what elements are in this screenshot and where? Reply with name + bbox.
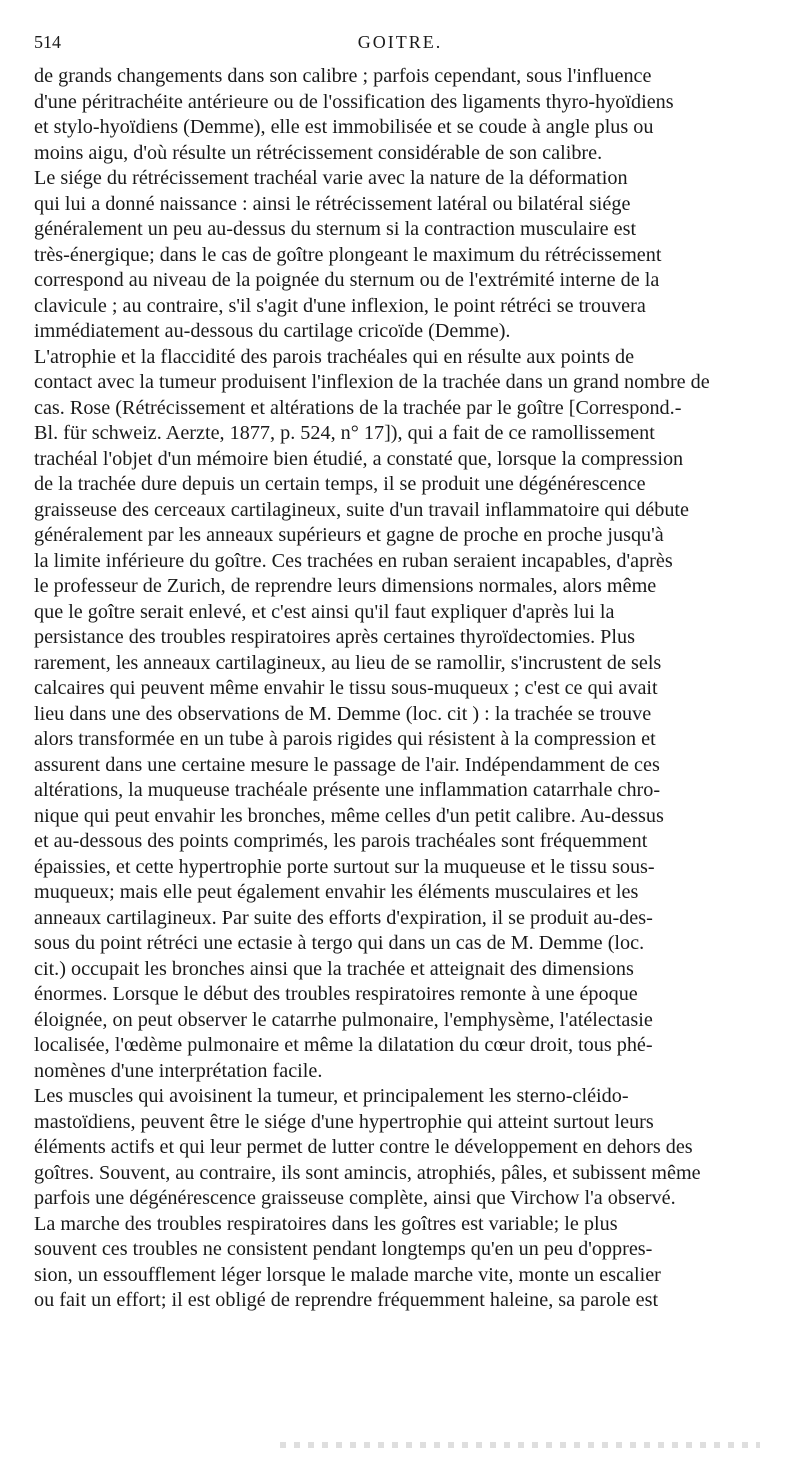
- text-line: trachéal l'objet d'un mémoire bien étudié, a constaté que, lorsque la compression: [34, 447, 684, 470]
- text-line: nique qui peut envahir les bronches, même celles d'un petit calibre. Au-dessus: [34, 804, 664, 827]
- text-line: La marche des troubles respiratoires dans les goîtres est variable; le plus: [34, 1212, 618, 1235]
- text-line: cit.) occupait les bronches ainsi que la trachée et atteignait des dimensions: [34, 957, 634, 980]
- text-line: ou fait un effort; il est obligé de reprendre fréquemment haleine, sa parole est: [34, 1289, 659, 1311]
- text-line: cas. Rose (Rétrécissement et altérations de la trachée par le goître [Correspond.-: [34, 396, 682, 419]
- page-header: [34, 28, 766, 58]
- text-line: muqueux; mais elle peut également envahir les éléments musculaires et les: [34, 881, 639, 903]
- running-title: GOITRE.: [357, 32, 443, 52]
- text-line: de la trachée dure depuis un certain temps, il se produit une dégénérescence: [34, 473, 646, 495]
- paragraph: [34, 166, 766, 345]
- text-line: et au-dessous des points comprimés, les parois trachéales sont fréquemment: [34, 830, 648, 852]
- text-line: nomènes d'une interprétation facile.: [34, 1059, 323, 1082]
- text-line: mastoïdiens, peuvent être le siége d'une hypertrophie qui atteint surtout leurs: [34, 1110, 654, 1133]
- text-line: généralement un peu au-dessus du sternum si la contraction musculaire est: [34, 218, 637, 240]
- text-line: moins aigu, d'où résulte un rétrécissement considérable de son calibre.: [34, 141, 603, 164]
- paragraph: [34, 1084, 766, 1212]
- text-line: calcaires qui peuvent même envahir le tissu sous-muqueux ; c'est ce qui avait: [34, 677, 658, 699]
- text-line: assurent dans une certaine mesure le passage de l'air. Indépendamment de ces: [34, 753, 660, 776]
- text-line: Le siége du rétrécissement trachéal varie avec la nature de la déformation: [34, 167, 628, 189]
- text-line: goîtres. Souvent, au contraire, ils sont amincis, atrophiés, pâles, et subissent même: [34, 1161, 701, 1184]
- text-line: localisée, l'œdème pulmonaire et même la dilatation du cœur droit, tous phé-: [34, 1034, 653, 1056]
- text-line: éloignée, on peut observer le catarrhe pulmonaire, l'emphysème, l'atélectasie: [34, 1008, 653, 1031]
- text-line: qui lui a donné naissance : ainsi le rétrécissement latéral ou bilatéral siége: [34, 192, 631, 215]
- text-line: Bl. für schweiz. Aerzte, 1877, p. 524, n° 17]), qui a fait de ce ramollissement: [34, 422, 655, 444]
- paragraph: [34, 345, 766, 1085]
- text-line: lieu dans une des observations de M. Demme (loc. cit ) : la trachée se trouve: [34, 702, 652, 725]
- paragraph: [34, 1212, 766, 1314]
- text-line: altérations, la muqueuse trachéale présente une inflammation catarrhale chro-: [34, 779, 661, 801]
- text-line: immédiatement au-dessous du cartilage cricoïde (Demme).: [34, 320, 511, 342]
- text-line: persistance des troubles respiratoires après certaines thyroïdectomies. Plus: [34, 626, 635, 648]
- text-line: que le goître serait enlevé, et c'est ainsi qu'il faut expliquer d'après lui la: [34, 600, 615, 623]
- text-line: contact avec la tumeur produisent l'inflexion de la trachée dans un grand nombre de: [34, 371, 710, 393]
- text-line: épaissies, et cette hypertrophie porte surtout sur la muqueuse et le tissu sous-: [34, 855, 655, 878]
- text-line: énormes. Lorsque le début des troubles respiratoires remonte à une époque: [34, 983, 638, 1005]
- text-line: sion, un essoufflement léger lorsque le malade marche vite, monte un escalier: [34, 1263, 661, 1286]
- text-line: parfois une dégénérescence graisseuse complète, ainsi que Virchow l'a observé.: [34, 1187, 676, 1209]
- text-line: éléments actifs et qui leur permet de lutter contre le développement en dehors des: [34, 1136, 693, 1158]
- text-line: le professeur de Zurich, de reprendre leurs dimensions normales, alors même: [34, 575, 657, 597]
- text-line: graisseuse des cerceaux cartilagineux, suite d'un travail inflammatoire qui débute: [34, 498, 689, 521]
- text-line: Les muscles qui avoisinent la tumeur, et principalement les sterno-cléido-: [34, 1085, 629, 1107]
- text-line: anneaux cartilagineux. Par suite des efforts d'expiration, il se produit au-des-: [34, 906, 653, 929]
- text-line: sous du point rétréci une ectasie à tergo qui dans un cas de M. Demme (loc.: [34, 932, 645, 954]
- text-line: rarement, les anneaux cartilagineux, au lieu de se ramollir, s'incrustent de sels: [34, 651, 662, 674]
- page-body: [34, 64, 766, 1314]
- text-line: souvent ces troubles ne consistent pendant longtemps qu'en un peu d'oppres-: [34, 1238, 653, 1260]
- text-line: L'atrophie et la flaccidité des parois trachéales qui en résulte aux points de: [34, 345, 635, 368]
- text-line: généralement par les anneaux supérieurs et gagne de proche en proche jusqu'à: [34, 524, 664, 546]
- text-line: et stylo-hyoïdiens (Demme), elle est immobilisée et se coude à angle plus ou: [34, 116, 654, 138]
- paragraph: [34, 64, 766, 166]
- text-line: de grands changements dans son calibre ; parfois cependant, sous l'influence: [34, 65, 652, 87]
- text-line: la limite inférieure du goître. Ces trachées en ruban seraient incapables, d'après: [34, 549, 673, 572]
- text-line: très-énergique; dans le cas de goître plongeant le maximum du rétrécissement: [34, 243, 662, 266]
- text-line: clavicule ; au contraire, s'il s'agit d'une inflexion, le point rétréci se trouvera: [34, 294, 646, 317]
- text-line: d'une péritrachéite antérieure ou de l'ossification des ligaments thyro-hyoïdiens: [34, 90, 674, 113]
- scan-artifact: [280, 1442, 760, 1448]
- page-number: 514: [34, 32, 61, 52]
- text-line: correspond au niveau de la poignée du sternum ou de l'extrémité interne de la: [34, 269, 660, 291]
- text-line: alors transformée en un tube à parois rigides qui résistent à la compression et: [34, 728, 656, 750]
